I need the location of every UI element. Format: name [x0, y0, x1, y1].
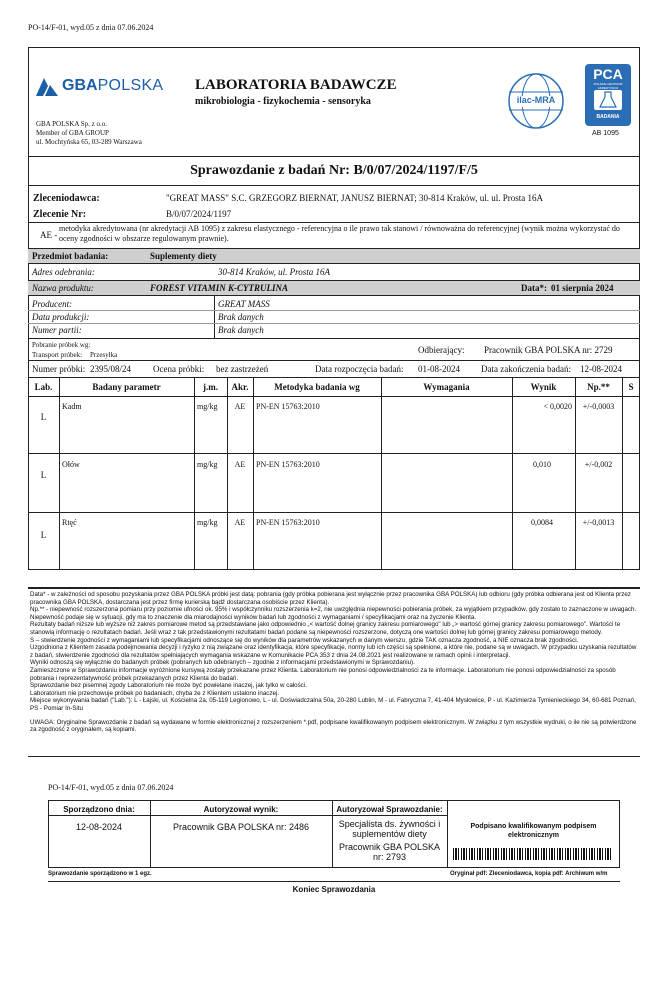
- col-header-result: Wynik: [530, 382, 557, 392]
- transport-label: Transport próbek:: [32, 351, 83, 359]
- footnote: Zamieszczone w Sprawozdaniu informacje wyróżnione kursywą zostały przekazane przez Klienta. Laboratorium nie ponosi odpowiedzialności za te informacje. Laboratorium nie ponosi odpowiedzialności za sposób pobrania i reprezentatywność próbek przekazanych przez Klienta do badań.: [30, 666, 616, 682]
- footnote: Laboratorium nie przechowuje próbek po badaniach, chyba że z Klientem ustalono inaczej.: [30, 689, 280, 697]
- row-unit: mg/kg: [197, 518, 218, 527]
- row-lab: L: [40, 530, 47, 540]
- row-parameter: Ołów: [62, 460, 80, 469]
- product-value: FOREST VITAMIN K-CYTRULINA: [150, 283, 289, 293]
- barcode: [453, 848, 613, 860]
- document-code: PO-14/F-01, wyd.05 z dnia 07.06.2024: [28, 23, 154, 32]
- ilac-mra-logo: ilac-MRA: [507, 72, 565, 130]
- auth-report-label: Autoryzował Sprawozdanie:: [336, 805, 443, 814]
- original-label: Oryginał pdf: Zleceniodawca, kopia pdf: Archiwum w/m: [450, 871, 608, 877]
- sample-date-value: 01 sierpnia 2024: [551, 283, 614, 293]
- order-label: Zlecenie Nr:: [33, 209, 87, 220]
- sampling-label: Pobranie próbek wg:: [32, 341, 91, 349]
- document-code-bottom: PO-14/F-01, wyd.05 z dnia 07.06.2024: [48, 783, 174, 792]
- col-header-lab: Lab.: [34, 382, 53, 392]
- start-date-label: Data rozpoczęcia badań:: [315, 364, 404, 374]
- receiver-label: Odbierający:: [418, 345, 465, 355]
- row-parameter: Kadm: [62, 402, 82, 411]
- footnote: Np.** - niepewność rozszerzona pomiaru przy poziomie ufności ok. 95% i współczynniku rozszerzenia k=2, nie uwzględnia niepewności pobierania próbek, za wyjątkiem przypadków, gdy zostało to zaznaczone w uwagach. Niepewność podaje się w sytuacji, gdy ma to znaczenie dla miarodajności wyników badań lub zgodności z wymaganiami / specyfikacjami oraz na życzenie Klienta.: [30, 606, 637, 621]
- row-lab: L: [40, 470, 47, 480]
- col-header-unit: j.m.: [203, 382, 218, 392]
- production-date-value: Brak danych: [218, 312, 264, 322]
- row-method: PN-EN 15763:2010: [256, 460, 320, 469]
- client-label: Zleceniodawca:: [33, 193, 100, 204]
- company-member: Member of GBA GROUP: [36, 129, 109, 137]
- address-value: 30-814 Kraków, ul. Prosta 16A: [218, 267, 330, 277]
- accreditation-number: AB 1095: [592, 130, 619, 137]
- company-info: [36, 120, 142, 147]
- footnote: Data* - w zależności od sposobu pozyskania przez GBA POLSKA próbki jest datą: pobrania (gdy próbka pobierana jest wyłącznie przez pracownika GBA POLSKA) lub odbioru (gdy próbka odbierana jest od Klienta przez pracownika GBA POLSKA, dostarczana jest przez firmę kurierską bądź dostarczana osobiście przez Klienta).: [30, 591, 631, 606]
- logo-gba-text: GBA: [62, 77, 98, 94]
- auth-result-label: Autoryzował wynik:: [203, 805, 279, 814]
- logo-polska-text: POLSKA: [97, 77, 164, 94]
- row-akr: AE: [234, 518, 246, 527]
- footnotes: [30, 591, 638, 734]
- product-label: Nazwa produktu:: [32, 283, 94, 293]
- company-address: ul. Mochtyńska 65, 03-289 Warszawa: [36, 138, 142, 146]
- made-value: 12-08-2024: [75, 822, 123, 832]
- subject-label: Przedmiot badania:: [32, 251, 109, 261]
- lab-subtitle: mikrobiologia - fizykochemia - sensoryka: [195, 96, 371, 107]
- end-date-label: Data zakończenia badań:: [481, 364, 571, 374]
- row-result: 0,0084: [531, 518, 553, 527]
- row-result: 0,010: [533, 460, 551, 469]
- subject-bar: [28, 248, 640, 264]
- production-date-label: Data produkcji:: [32, 312, 90, 322]
- pca-logo: PCA POLSKIE CENTRUM AKREDYTACJI BADANIA: [585, 64, 631, 126]
- product-bar: [28, 280, 640, 296]
- row-unit: mg/kg: [197, 402, 218, 411]
- sample-number-label: Numer próbki:: [32, 364, 86, 374]
- gba-logo-icon: [36, 76, 58, 96]
- sample-eval-label: Ocena próbki:: [153, 364, 205, 374]
- footnote: Uzgodniona z Klientem zasada podejmowania decyzji i ryzyko z nią związane oraz identyfikacja, które specyfikacje, normy lub ich części są spełnione, a które nie, podane są w uwagach. W przypadku uzyskania rezultatów z badań, stwierdzenie zgodności dla rezultatów spełniających wymagania wskazane w Komunikacie PCA 353 z dnia 24.08.2021 jest realizowane w ramach opinii i interpretacji.: [30, 644, 637, 659]
- lab-title: LABORATORIA BADAWCZE: [195, 77, 397, 93]
- row-lab: L: [40, 412, 47, 422]
- batch-label: Numer partii:: [32, 325, 82, 335]
- row-np: +/-0,002: [584, 460, 613, 469]
- col-header-method: Metodyka badania wg: [274, 382, 360, 392]
- row-akr: AE: [234, 402, 246, 411]
- row-parameter: Rtęć: [62, 518, 77, 527]
- auth-report-value: Pracownik GBA POLSKA nr: 2793: [338, 842, 441, 862]
- start-date-value: 01-08-2024: [418, 364, 460, 374]
- batch-value: Brak danych: [218, 325, 264, 335]
- auth-report-role: Specjalista ds. żywności i suplementów diety: [338, 819, 441, 839]
- col-header-parameter: Badany parametr: [92, 382, 161, 392]
- row-np: +/-0,0013: [582, 518, 615, 527]
- made-label: Sporządzono dnia:: [63, 805, 135, 814]
- ae-note-text: metodyka akredytowana (nr akredytacji AB 1095) z zakresu elastycznego - referencyjna o ile prawo tak stanowi / równoważna do referencyjnej (wynik można wykorzystać do oceny zgodności w obszarze regulowanym prawnie).: [59, 224, 620, 243]
- flask-icon: [594, 90, 622, 110]
- col-header-np: Np.**: [587, 382, 610, 392]
- footnote: Rezultaty badań niższe lub wyższe niż zakres pomiarowe metod są przedstawiane jako odpowiednio „< wartość dolnej granicy zakresu pomiarowego" lub „> wartość górnej granicy zakresu pomiarowego". Wartości te stanowią informację o rezultatach badań. Jeśli wraz z tak przedstawionymi rezultatami badań podane są niepewności rozszerzone, dotyczą one wartości dolnej lub górnej granicy zakresu pomiarowego metody.: [30, 621, 621, 636]
- company-name: GBA POLSKA Sp. z o.o.: [36, 120, 107, 128]
- ae-code: AE -: [40, 230, 58, 240]
- row-result: < 0,0020: [543, 402, 572, 411]
- row-method: PN-EN 15763:2010: [256, 518, 320, 527]
- row-np: +/-0,0003: [582, 402, 615, 411]
- footnote: S – stwierdzenie zgodności z wymaganiami lub specyfikacjami odnoszące się do wyników dla parametrów wskazanych w danym wierszu, gdzie TAK oznacza zgodność, a NIE oznacza brak zgodności.: [30, 636, 579, 644]
- end-of-report: Koniec Sprawozdania: [292, 885, 376, 894]
- footnote: Sprawozdanie bez pisemnej zgody Laboratorium nie może być powielane inaczej, jak tylko w całości.: [30, 682, 307, 690]
- col-header-s: S: [628, 382, 634, 392]
- auth-result-value: Pracownik GBA POLSKA nr: 2486: [172, 822, 310, 832]
- warning-note: UWAGA: Oryginalne Sprawozdanie z badań są wydawane w formie elektronicznej z rozszerzeniem *.pdf, podpisane kwalifikowanym podpisem elektronicznym. W związku z tym wszystkie wydruki, o ile nie są potwierdzone za zgodność z oryginałem, są kopiami.: [30, 718, 637, 734]
- col-header-requirements: Wymagania: [423, 382, 470, 392]
- signed-label: Podpisano kwalifikowanym podpisem elektronicznym: [470, 823, 597, 839]
- report-title: Sprawozdanie z badań Nr: B/0/07/2024/1197/F/5: [190, 163, 478, 178]
- producer-value: GREAT MASS: [218, 299, 270, 309]
- copies-label: Sprawozdanie sporządzono w 1 egz.: [48, 871, 152, 877]
- col-header-akr: Akr.: [231, 382, 249, 392]
- client-value: "GREAT MASS" S.C. GRZEGORZ BIERNAT, JANUSZ BIERNAT; 30-814 Kraków, ul. ul. Prosta 16A: [166, 193, 543, 203]
- sample-eval-value: bez zastrzeżeń: [216, 364, 269, 374]
- gba-logo: [36, 76, 163, 96]
- row-method: PN-EN 15763:2010: [256, 402, 320, 411]
- footnote: Miejsce wykonywania badań ("Lab."): L - Łajski, ul. Kościelna 2a, 05-119 Legionowo, L - ul. Doświadczalna 50a, 20-280 Lublin, M - ul. Fabryczna 7, 41-404 Mysłowice, P - ul. Kazimierza Tymienieckiego 34, 60-681 Poznań, PS - Pomiar In-Situ: [30, 697, 636, 712]
- order-value: B/0/07/2024/1197: [166, 209, 232, 219]
- row-unit: mg/kg: [197, 460, 218, 469]
- end-date-value: 12-08-2024: [580, 364, 622, 374]
- subject-value: Suplementy diety: [150, 251, 217, 261]
- sample-number-value: 2395/08/24: [90, 364, 132, 374]
- address-label: Adres odebrania:: [32, 267, 95, 277]
- receiver-value: Pracownik GBA POLSKA nr: 2729: [484, 345, 613, 355]
- producer-label: Producent:: [32, 299, 73, 309]
- sample-date-label: Data*:: [521, 283, 547, 293]
- row-akr: AE: [234, 460, 246, 469]
- footnote: Wyniki odnoszą się wyłącznie do badanych próbek (pobranych lub odebranych – zgodnie z informacjami przedstawionymi w Sprawozdaniu).: [30, 659, 415, 667]
- transport-value: Przesyłka: [90, 351, 118, 359]
